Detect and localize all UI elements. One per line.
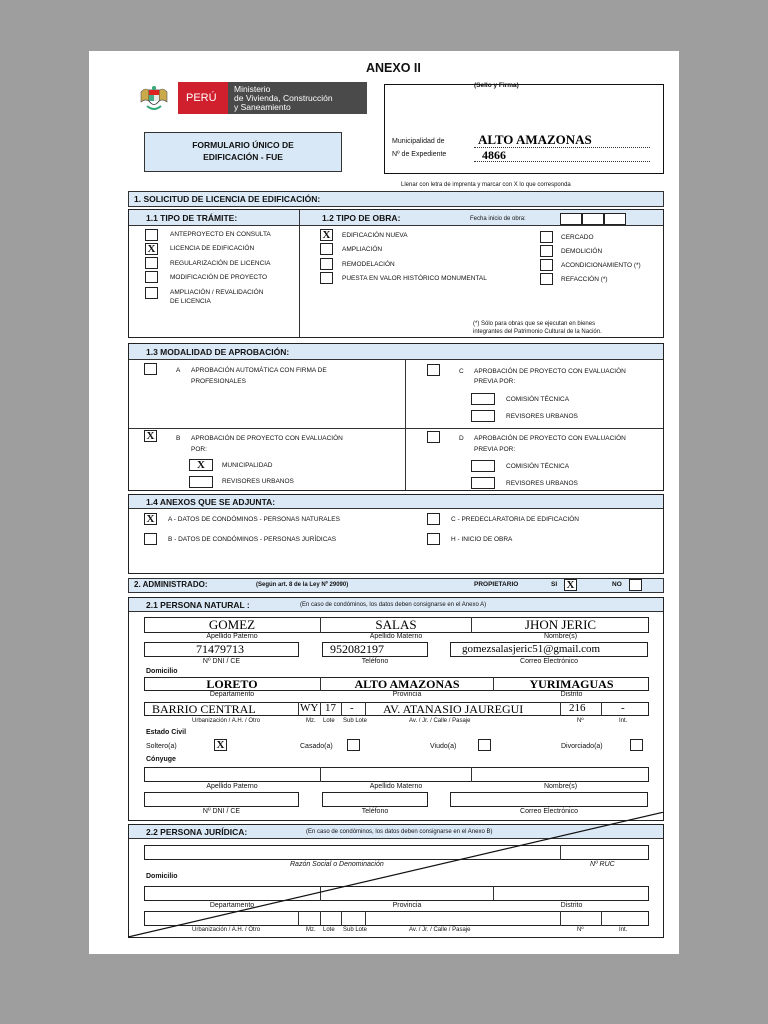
modalidad-b-line1: APROBACIÓN DE PROYECTO CON EVALUACIÓN (191, 435, 343, 442)
telefono-value: 952082197 (330, 642, 384, 656)
provincia-label: Provincia (392, 691, 422, 698)
fecha-year-box[interactable] (604, 213, 626, 225)
instructions: Llenar con letra de imprenta y marcar con X lo que corresponda (401, 182, 571, 188)
soltero-checkbox[interactable]: X (214, 739, 227, 751)
casado-label: Casado(a) (300, 743, 333, 750)
modalidad-d-line2: PREVIA POR: (474, 446, 516, 453)
address-divider-3 (341, 702, 342, 716)
address-divider-4 (365, 702, 366, 716)
ministry-line1: Ministerio (234, 84, 271, 94)
sub-lote-label: Sub Lote (343, 718, 368, 724)
section13-hdivider (129, 428, 663, 429)
modalidad-b-revisores: REVISORES URBANOS (222, 478, 294, 485)
propietario-no-checkbox[interactable] (629, 579, 642, 591)
conyuge-correo-label: Correo Electrónico (520, 808, 578, 815)
modalidad-a-line2: PROFESIONALES (191, 378, 246, 385)
ministry-logo (228, 82, 367, 114)
juridica-distrito-label: Distrito (560, 902, 583, 909)
lote-label: Lote (323, 718, 335, 724)
juridica-interior-label: Int. (619, 927, 628, 933)
fecha-day-box[interactable] (560, 213, 582, 225)
apellido-materno-value[interactable]: SALAS (375, 617, 417, 632)
mz-value[interactable]: WY (300, 702, 319, 714)
obra-label-4: PUESTA EN VALOR HISTÓRICO MONUMENTAL (342, 275, 487, 282)
juridica-urbanizacion-label: Urbanización / A.H. / Otro (192, 927, 261, 933)
peru-label: PERÚ (186, 92, 217, 104)
propietario-si-checkbox[interactable]: X (564, 579, 577, 591)
obra-label-3: REMODELACIÓN (342, 261, 395, 268)
juridica-calle-label: Av. / Jr. / Calle / Pasaje (409, 927, 471, 933)
fecha-month-box[interactable] (582, 213, 604, 225)
tramite-label-5b: DE LICENCIA (170, 298, 211, 305)
conyuge-apellido-paterno-label: Apellido Paterno (206, 783, 258, 790)
patrimonio-note-2: integrantes del Patrimonio Cultural de la Nación. (473, 329, 602, 335)
persona-natural-title: 2.1 PERSONA NATURAL : (146, 600, 250, 610)
modalidad-c-line1: APROBACIÓN DE PROYECTO CON EVALUACIÓN (474, 368, 626, 375)
razon-social-label: Razón Social o Denominación (290, 861, 384, 868)
tramite-checkbox-1[interactable] (145, 229, 158, 241)
departamento-label: Departamento (209, 691, 255, 698)
section1-divider (299, 210, 300, 337)
obra-right-checkbox-4[interactable] (540, 273, 553, 285)
modalidad-b-line2: POR: (191, 446, 207, 453)
provincia-value[interactable]: ALTO AMAZONAS (354, 677, 460, 691)
section2-title: 2. ADMINISTRADO: (134, 580, 208, 589)
viudo-checkbox[interactable] (478, 739, 491, 751)
conyuge-label: Cónyuge (146, 756, 176, 763)
address-divider-5 (560, 702, 561, 716)
apellido-materno-label: Apellido Materno (369, 633, 423, 640)
modalidad-d-revisores-box[interactable] (471, 477, 495, 489)
expediente-label: Nº de Expediente (392, 151, 447, 158)
persona-natural-note: (En caso de condóminos, los datos deben consignarse en el Anexo A) (300, 602, 487, 608)
divorciado-checkbox[interactable] (630, 739, 643, 751)
modalidad-b-letter: B (176, 435, 181, 442)
si-label: SI (551, 581, 558, 588)
juridica-sub-lote-label: Sub Lote (343, 927, 368, 933)
obra-right-label-4: REFACCIÓN (*) (561, 276, 608, 283)
obra-label-1: EDIFICACIÓN NUEVA (342, 232, 408, 239)
correo-value: gomezsalasjeric51@gmail.com (462, 643, 601, 655)
modalidad-c-comision: COMISIÓN TÉCNICA (506, 396, 570, 403)
cross-out-line (128, 812, 664, 938)
juridica-mz-label: Mz. (306, 927, 316, 933)
obra-checkbox-3[interactable] (320, 258, 333, 270)
tramite-label-3: REGULARIZACIÓN DE LICENCIA (170, 260, 271, 267)
urbanizacion-value[interactable]: BARRIO CENTRAL (152, 702, 256, 716)
calle-label: Av. / Jr. / Calle / Pasaje (409, 718, 471, 724)
conyuge-correo-field[interactable] (450, 792, 648, 807)
modalidad-d-letter: D (459, 435, 464, 442)
no-label: NO (612, 581, 622, 588)
juridica-numero-label: Nº (577, 927, 584, 933)
conyuge-names-row[interactable] (144, 767, 649, 782)
modalidad-a-line1: APROBACIÓN AUTOMÁTICA CON FIRMA DE (191, 367, 327, 374)
juridica-lote-label: Lote (323, 927, 335, 933)
modalidad-a-letter: A (176, 367, 181, 374)
conyuge-dni-label: Nº DNI / CE (202, 808, 241, 815)
tipo-tramite-title: 1.1 TIPO DE TRÁMITE: (146, 213, 238, 223)
modalidad-b-municipalidad: MUNICIPALIDAD (222, 462, 273, 469)
persona-juridica-note: (En caso de condóminos, los datos deben consignarse en el Anexo B) (306, 829, 493, 835)
anexo-b-checkbox[interactable] (144, 533, 157, 545)
obra-right-checkbox-3[interactable] (540, 259, 553, 271)
dni-value: 71479713 (196, 642, 244, 656)
conyuge-nombres-label: Nombre(s) (543, 783, 578, 790)
modalidad-c-comision-box[interactable] (471, 393, 495, 405)
tramite-checkbox-5[interactable] (145, 287, 158, 299)
peru-logo (178, 82, 228, 114)
modalidad-b-revisores-box[interactable] (189, 476, 213, 488)
departamento-value[interactable]: LORETO (206, 677, 258, 691)
obra-checkbox-1[interactable]: X (320, 229, 333, 241)
section2-note: (Según art. 8 de la Ley Nº 29090) (256, 582, 349, 588)
section13-vdivider (405, 360, 406, 490)
modalidad-c-letter: C (459, 368, 464, 375)
juridica-departamento-label: Departamento (209, 902, 255, 909)
sub-lote-value[interactable]: - (350, 702, 354, 714)
nombres-label: Nombre(s) (543, 633, 578, 640)
expediente-value[interactable]: 4866 (482, 148, 506, 162)
section13-title: 1.3 MODALIDAD DE APROBACIÓN: (146, 347, 290, 357)
soltero-label: Soltero(a) (146, 743, 177, 750)
section1-title: 1. SOLICITUD DE LICENCIA DE EDIFICACIÓN: (134, 194, 321, 204)
conyuge-telefono-label: Teléfono (361, 808, 389, 815)
modalidad-d-revisores: REVISORES URBANOS (506, 480, 578, 487)
conyuge-divider-2 (471, 767, 472, 782)
modalidad-d-checkbox[interactable] (427, 431, 440, 443)
casado-checkbox[interactable] (347, 739, 360, 751)
tipo-obra-title: 1.2 TIPO DE OBRA: (322, 213, 401, 223)
expediente-line (474, 161, 650, 162)
obra-checkbox-4[interactable] (320, 272, 333, 284)
nombres-value[interactable]: JHON JERIC (524, 617, 597, 632)
ministry-line3: y Saneamiento (234, 102, 291, 112)
conyuge-telefono-field[interactable] (322, 792, 428, 807)
anexo-h-label: H - INICIO DE OBRA (451, 536, 513, 543)
modalidad-d-line1: APROBACIÓN DE PROYECTO CON EVALUACIÓN (474, 435, 626, 442)
conyuge-divider-1 (320, 767, 321, 782)
coat-of-arms-icon (138, 84, 170, 114)
tramite-checkbox-4[interactable] (145, 271, 158, 283)
tramite-label-4: MODIFICACIÓN DE PROYECTO (170, 274, 268, 281)
interior-value[interactable]: - (621, 702, 625, 714)
conyuge-apellido-materno-label: Apellido Materno (369, 783, 423, 790)
modalidad-c-line2: PREVIA POR: (474, 378, 516, 385)
address-divider-6 (601, 702, 602, 716)
apellido-paterno-label: Apellido Paterno (206, 633, 258, 640)
tramite-label-5: AMPLIACIÓN / REVALIDACIÓN (170, 289, 264, 296)
numero-label: Nº (577, 718, 584, 724)
conyuge-dni-field[interactable] (144, 792, 299, 807)
sello-label: (Sello y Firma) (474, 82, 519, 89)
obra-checkbox-2[interactable] (320, 243, 333, 255)
anexo-c-label: C - PREDECLARATORIA DE EDIFICACIÓN (451, 516, 579, 523)
calle-value[interactable]: AV. ATANASIO JAUREGUI (383, 702, 524, 716)
modalidad-d-comision: COMISIÓN TÉCNICA (506, 463, 570, 470)
obra-right-label-3: ACONDICIONAMIENTO (*) (561, 262, 641, 269)
form-title-line2: EDIFICACIÓN - FUE (203, 152, 283, 162)
anexo-title: ANEXO II (366, 61, 421, 75)
ruc-label: Nº RUC (590, 861, 615, 868)
lote-value[interactable]: 17 (325, 702, 336, 714)
anexo-c-checkbox[interactable] (427, 513, 440, 525)
modalidad-c-revisores-box[interactable] (471, 410, 495, 422)
anexo-b-label: B - DATOS DE CONDÓMINOS - PERSONAS JURÍDICAS (168, 536, 337, 543)
tramite-checkbox-3[interactable] (145, 257, 158, 269)
juridica-provincia-label: Provincia (392, 902, 422, 909)
modalidad-b-municipalidad-box[interactable]: X (189, 459, 213, 471)
distrito-value[interactable]: YURIMAGUAS (529, 677, 614, 691)
telefono-label: Teléfono (361, 658, 389, 665)
modalidad-c-checkbox[interactable] (427, 364, 440, 376)
patrimonio-note-1: (*) Sólo para obras que se ejecutan en bienes (473, 321, 596, 327)
fecha-inicio-label: Fecha inicio de obra: (470, 216, 526, 222)
propietario-label: PROPIETARIO (474, 581, 519, 588)
modalidad-c-revisores: REVISORES URBANOS (506, 413, 578, 420)
tramite-label-2: LICENCIA DE EDIFICACIÓN (170, 245, 255, 252)
anexo-a-checkbox[interactable]: X (144, 513, 157, 525)
form-title-line1: FORMULARIO ÚNICO DE (192, 140, 294, 150)
viudo-label: Viudo(a) (430, 743, 457, 750)
section14-title: 1.4 ANEXOS QUE SE ADJUNTA: (146, 497, 276, 507)
mz-label: Mz. (306, 718, 316, 724)
ministry-line2: de Vivienda, Construcción (234, 93, 333, 103)
municipalidad-value[interactable]: ALTO AMAZONAS (478, 132, 592, 147)
tramite-label-1: ANTEPROYECTO EN CONSULTA (170, 231, 271, 238)
urbanizacion-label: Urbanización / A.H. / Otro (192, 718, 261, 724)
persona-juridica-title: 2.2 PERSONA JURÍDICA: (146, 827, 248, 837)
modalidad-a-checkbox[interactable] (144, 363, 157, 375)
anexo-a-label: A - DATOS DE CONDÓMINOS - PERSONAS NATURALES (168, 516, 340, 523)
modalidad-d-comision-box[interactable] (471, 460, 495, 472)
obra-label-2: AMPLIACIÓN (342, 246, 383, 253)
distrito-label: Distrito (560, 691, 583, 698)
domicilio-label: Domicilio (146, 668, 178, 675)
correo-label: Correo Electrónico (520, 658, 578, 665)
obra-right-label-1: CERCADO (561, 234, 594, 241)
section2-bar (128, 578, 664, 593)
divorciado-label: Divorciado(a) (561, 743, 603, 750)
estado-civil-label: Estado Civil (146, 729, 187, 736)
dni-label: Nº DNI / CE (202, 658, 241, 665)
modalidad-b-checkbox[interactable]: X (144, 430, 157, 442)
address-divider-1 (298, 702, 299, 716)
address-divider-2 (320, 702, 321, 716)
municipalidad-label: Municipalidad de (392, 138, 445, 145)
interior-label: Int. (619, 718, 628, 724)
juridica-domicilio-label: Domicilio (146, 873, 178, 880)
obra-right-label-2: DEMOLICIÓN (561, 248, 603, 255)
obra-right-checkbox-2[interactable] (540, 245, 553, 257)
anexo-h-checkbox[interactable] (427, 533, 440, 545)
tramite-checkbox-2[interactable]: X (145, 243, 158, 255)
numero-value[interactable]: 216 (569, 702, 586, 714)
obra-right-checkbox-1[interactable] (540, 231, 553, 243)
apellido-paterno-value[interactable]: GOMEZ (208, 617, 256, 632)
